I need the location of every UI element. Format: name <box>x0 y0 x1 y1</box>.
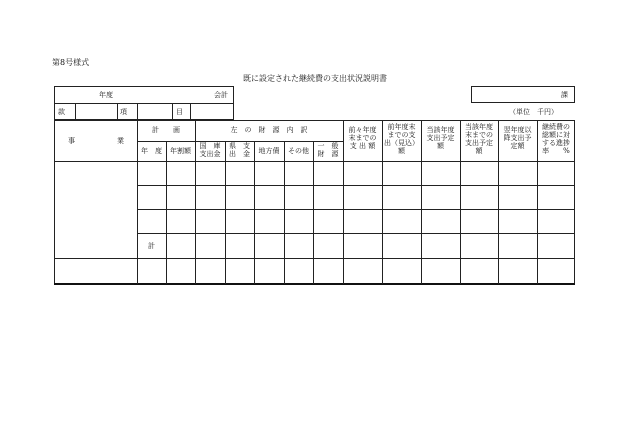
kan-divider <box>75 103 76 120</box>
ka-label: 課 <box>561 91 568 99</box>
moku-divider <box>172 103 173 120</box>
header-bottom-line <box>54 161 575 162</box>
header-keikaku: 計 画 <box>152 126 180 134</box>
moku-value-divider <box>190 103 191 120</box>
col-line <box>225 141 226 284</box>
header-nenwarigaku: 年割額 <box>170 147 191 155</box>
row-line <box>137 185 575 186</box>
header-zaigen-uchiwake: 左 の 財 源 内 訳 <box>230 126 308 134</box>
account-header-divider <box>54 103 234 104</box>
header-nendo: 年 度 <box>141 147 162 155</box>
table-bottom-rule <box>54 283 575 285</box>
account-label: 会計 <box>214 91 228 99</box>
header-togai-nendo-matsu: 当該年度 末までの 支出予定 額 <box>465 123 493 155</box>
moku-label: 目 <box>176 108 183 116</box>
header-chihosai: 地方債 <box>258 147 280 155</box>
col-line <box>166 141 167 284</box>
unit-label: （単位 千円） <box>509 108 558 116</box>
header-kokko: 国 庫 支出金 <box>199 142 221 158</box>
kou-value-divider <box>137 103 138 120</box>
row-line <box>137 209 575 210</box>
header-zenzen-nendo: 前々年度 末までの 支 出 額 <box>348 126 377 150</box>
col-line <box>137 120 138 284</box>
total-label: 計 <box>148 242 155 250</box>
kou-label: 項 <box>120 108 127 116</box>
col-line <box>254 141 255 284</box>
year-label: 年度 <box>99 91 113 99</box>
header-togai-nendo: 当該年度 支出予定 額 <box>426 126 455 150</box>
form-number: 第8号様式 <box>52 58 90 67</box>
ka-box <box>471 86 575 103</box>
header-jigyo: 事 業 <box>68 137 124 145</box>
row-line <box>137 233 575 234</box>
document-title: 既に設定された継続費の支出状況説明書 <box>243 74 387 83</box>
col-line <box>284 141 285 284</box>
col-line <box>313 141 314 284</box>
header-sonota: その他 <box>288 147 309 155</box>
kou-divider <box>117 103 118 120</box>
header-yokunendo: 翌年度以 降支出予 定額 <box>503 126 532 150</box>
header-kenshutsukin: 県 支 出 金 <box>229 142 250 158</box>
header-zen-nendo: 前年度末 までの支 出（見込） 額 <box>384 123 419 155</box>
kan-label: 款 <box>58 108 65 116</box>
header-ippan-zaigen: 一 般 財 源 <box>317 142 339 158</box>
header-shinchoku: 継続費の 総額に対 する進捗 率 % <box>542 123 570 155</box>
row-line <box>54 258 575 259</box>
